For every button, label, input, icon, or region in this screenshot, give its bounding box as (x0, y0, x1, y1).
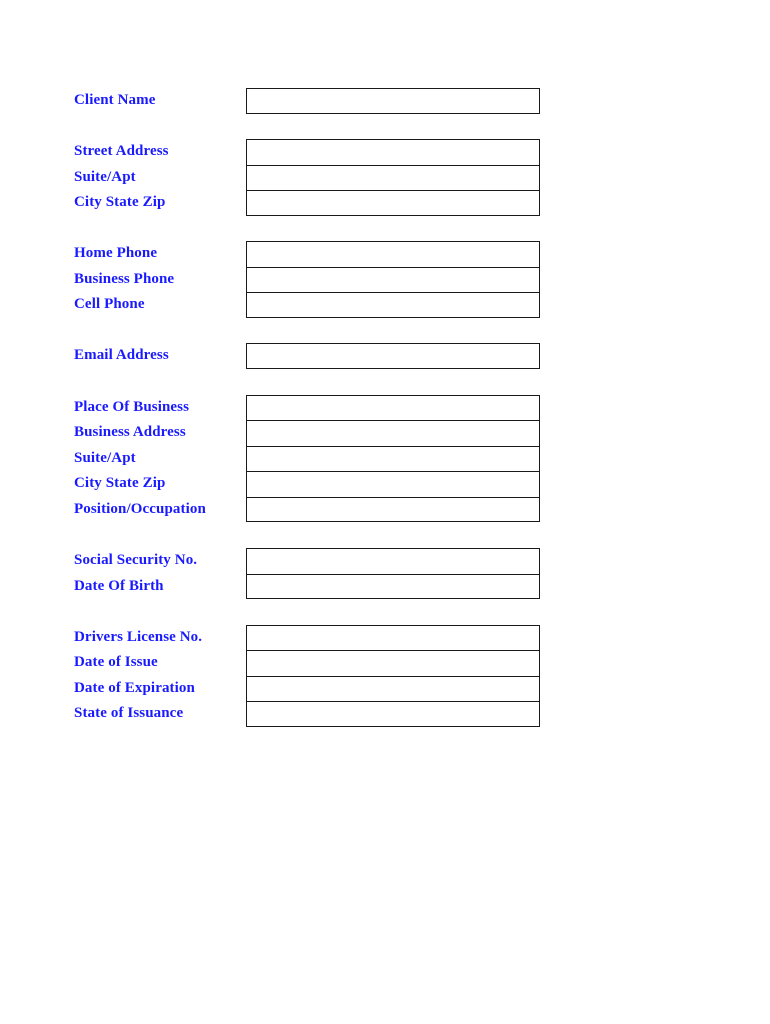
form-row (0, 650, 770, 676)
suite-apt-label: Suite/Apt (74, 168, 136, 185)
home-phone-label: Home Phone (74, 245, 158, 261)
form-row (0, 88, 770, 114)
place-of-business-label: Place Of Business (74, 398, 190, 415)
city-state-zip-label: City State Zip (74, 194, 166, 210)
form-row (0, 548, 770, 574)
client-name-label: Client Name (74, 92, 156, 108)
date-of-birth-label: Date Of Birth (74, 577, 164, 594)
home-address-section (0, 139, 770, 216)
date-of-issue-field[interactable] (246, 650, 540, 676)
form-row (0, 292, 770, 318)
cell-phone-field[interactable] (246, 292, 540, 318)
form-row (0, 471, 770, 497)
business-address-label: Business Address (74, 424, 186, 440)
business-phone-label: Business Phone (74, 270, 175, 287)
state-of-issuance-label: State of Issuance (74, 705, 184, 721)
drivers-license-field[interactable] (246, 625, 540, 651)
business-city-state-zip-field[interactable] (246, 471, 540, 497)
business-city-state-zip-label: City State Zip (74, 475, 166, 491)
drivers-license-label: Drivers License No. (74, 628, 203, 645)
identity-section (0, 548, 770, 599)
form-row (0, 139, 770, 165)
position-occupation-field[interactable] (246, 497, 540, 523)
form-row (0, 701, 770, 727)
form-row (0, 395, 770, 421)
date-of-expiration-field[interactable] (246, 676, 540, 702)
form-row (0, 190, 770, 216)
place-of-business-field[interactable] (246, 395, 540, 421)
form-row (0, 343, 770, 369)
date-of-expiration-label: Date of Expiration (74, 679, 195, 696)
form-row (0, 165, 770, 191)
state-of-issuance-field[interactable] (246, 701, 540, 727)
position-occupation-label: Position/Occupation (74, 500, 206, 517)
email-section (0, 343, 770, 369)
street-address-label: Street Address (74, 143, 169, 159)
business-section (0, 395, 770, 523)
business-suite-apt-field[interactable] (246, 446, 540, 472)
business-phone-field[interactable] (246, 267, 540, 293)
form-row (0, 574, 770, 600)
date-of-birth-field[interactable] (246, 574, 540, 600)
form-row (0, 420, 770, 446)
form-row (0, 446, 770, 472)
home-phone-field[interactable] (246, 241, 540, 267)
business-address-field[interactable] (246, 420, 540, 446)
form-row (0, 625, 770, 651)
form-row (0, 267, 770, 293)
form-row (0, 497, 770, 523)
business-suite-apt-label: Suite/Apt (74, 449, 136, 466)
email-address-label: Email Address (74, 347, 169, 363)
suite-apt-field[interactable] (246, 165, 540, 191)
client-name-section (0, 88, 770, 114)
social-security-field[interactable] (246, 548, 540, 574)
form-row (0, 676, 770, 702)
street-address-field[interactable] (246, 139, 540, 165)
form-row (0, 241, 770, 267)
city-state-zip-field[interactable] (246, 190, 540, 216)
email-address-field[interactable] (246, 343, 540, 369)
phone-section (0, 241, 770, 318)
social-security-label: Social Security No. (74, 552, 198, 568)
date-of-issue-label: Date of Issue (74, 654, 158, 670)
drivers-license-section (0, 625, 770, 727)
cell-phone-label: Cell Phone (74, 296, 145, 312)
client-name-field[interactable] (246, 88, 540, 114)
